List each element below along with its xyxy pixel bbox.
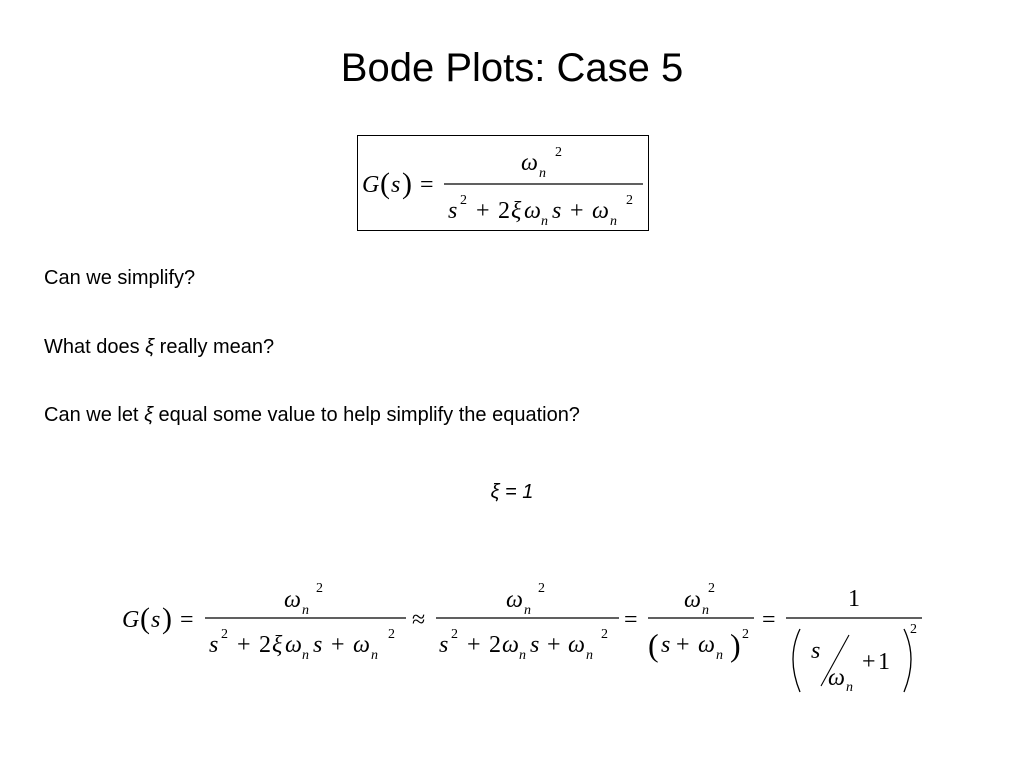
d-s4-den-s: s — [811, 638, 821, 664]
d-paren-left: ( — [140, 602, 150, 635]
d-s3-paren-right: ) — [730, 627, 741, 663]
d-s4-den-1: 1 — [878, 649, 890, 675]
d-s4-den-sq: 2 — [910, 622, 917, 637]
boxed-equation-svg — [358, 136, 648, 230]
d-s2-den-plus2: + — [547, 632, 561, 658]
d-s2-den-plus1: + — [467, 632, 481, 658]
d-s1-den-sq: 2 — [221, 627, 228, 642]
d-G: G — [122, 607, 140, 633]
slide-title: Bode Plots: Case 5 — [340, 46, 684, 90]
d-s2-den-n2: n — [586, 648, 593, 663]
d-equals2: = — [762, 607, 776, 633]
d-s3-num-2: 2 — [708, 581, 715, 596]
eq-den-sq: 2 — [460, 193, 467, 208]
d-equals0: = — [180, 607, 194, 633]
d-s4-den-plus: + — [862, 649, 876, 675]
d-s2-num-omega: ω — [506, 587, 523, 613]
derivation-equation — [110, 570, 940, 705]
d-s3-den-n: n — [716, 648, 723, 663]
d-s2-den-s2: s — [530, 632, 540, 658]
q3-suffix: equal some value to help simplify the equation? — [153, 404, 580, 426]
d-s2-den-sq2: 2 — [601, 627, 608, 642]
q2-suffix: really mean? — [154, 336, 275, 358]
eq-den-s2: s — [552, 198, 562, 224]
d-s4-num-1: 1 — [848, 586, 860, 612]
question-xi-value — [44, 402, 580, 428]
d-s3-num-n: n — [702, 603, 709, 618]
d-s1-den-n2: n — [371, 648, 378, 663]
d-s1-den-n1: n — [302, 648, 309, 663]
eq-den-n2: n — [610, 214, 617, 229]
d-s4-paren-left — [793, 629, 800, 692]
d-s1-den-s2: s — [313, 632, 323, 658]
d-s1-den-two: 2 — [259, 632, 271, 658]
d-s2-den-n1: n — [519, 648, 526, 663]
d-s4-den-omega: ω — [828, 665, 845, 691]
xi-equals-one: ξ = 1 — [490, 481, 534, 503]
d-s3-paren-left: ( — [648, 627, 659, 663]
d-s2-den-s: s — [439, 632, 449, 658]
d-s2-num-2: 2 — [538, 581, 545, 596]
q3-prefix: Can we let — [44, 404, 145, 426]
d-equals1: = — [624, 607, 638, 633]
d-s1-num-omega: ω — [284, 587, 301, 613]
d-paren-right: ) — [162, 602, 172, 635]
eq-equals: = — [420, 172, 434, 198]
d-s1-den-xi: ξ — [272, 632, 283, 658]
eq-den-s: s — [448, 198, 458, 224]
q3-xi-symbol: ξ — [144, 404, 153, 426]
d-s1-den-omega2: ω — [353, 632, 370, 658]
eq-paren-left: ( — [380, 167, 390, 200]
d-s1-den-plus1: + — [237, 632, 251, 658]
d-s3-num-omega: ω — [684, 587, 701, 613]
d-s4-paren-right — [904, 629, 911, 692]
d-s1-den-sq2: 2 — [388, 627, 395, 642]
eq-paren-right: ) — [402, 167, 412, 200]
d-s1-num-n: n — [302, 603, 309, 618]
d-s3-den-plus: + — [676, 632, 690, 658]
d-s2-den-two: 2 — [489, 632, 501, 658]
eq-den-omega: ω — [524, 198, 541, 224]
d-approx: ≈ — [412, 607, 426, 633]
q2-prefix: What does — [44, 336, 146, 358]
d-s1-num-2: 2 — [316, 581, 323, 596]
question-simplify: Can we simplify? — [44, 267, 196, 289]
eq-num-n: n — [539, 166, 546, 181]
eq-num-2: 2 — [555, 145, 562, 160]
d-s2-den-omega: ω — [502, 632, 519, 658]
eq-den-plus2: + — [570, 198, 584, 224]
d-s2-num-n: n — [524, 603, 531, 618]
d-s4-den-n: n — [846, 680, 853, 695]
eq-den-omega2: ω — [592, 198, 609, 224]
eq-den-plus1: + — [476, 198, 490, 224]
question-xi-meaning — [44, 334, 274, 360]
d-s2-den-sq: 2 — [451, 627, 458, 642]
eq-s: s — [391, 172, 401, 198]
d-s2-den-omega2: ω — [568, 632, 585, 658]
d-s3-den-sq: 2 — [742, 627, 749, 642]
d-s3-den-omega: ω — [698, 632, 715, 658]
eq-den-sq2: 2 — [626, 193, 633, 208]
q2-xi-symbol: ξ — [145, 336, 155, 358]
eq-den-n1: n — [541, 214, 548, 229]
d-s3-den-s: s — [661, 632, 671, 658]
eq-den-xi: ξ — [511, 198, 522, 224]
d-s: s — [151, 607, 161, 633]
d-s1-den-omega: ω — [285, 632, 302, 658]
eq-G: G — [362, 172, 380, 198]
eq-den-two: 2 — [498, 198, 510, 224]
d-s1-den-plus2: + — [331, 632, 345, 658]
eq-num-omega: ω — [521, 150, 538, 176]
boxed-transfer-function — [357, 135, 649, 231]
d-s1-den-s: s — [209, 632, 219, 658]
